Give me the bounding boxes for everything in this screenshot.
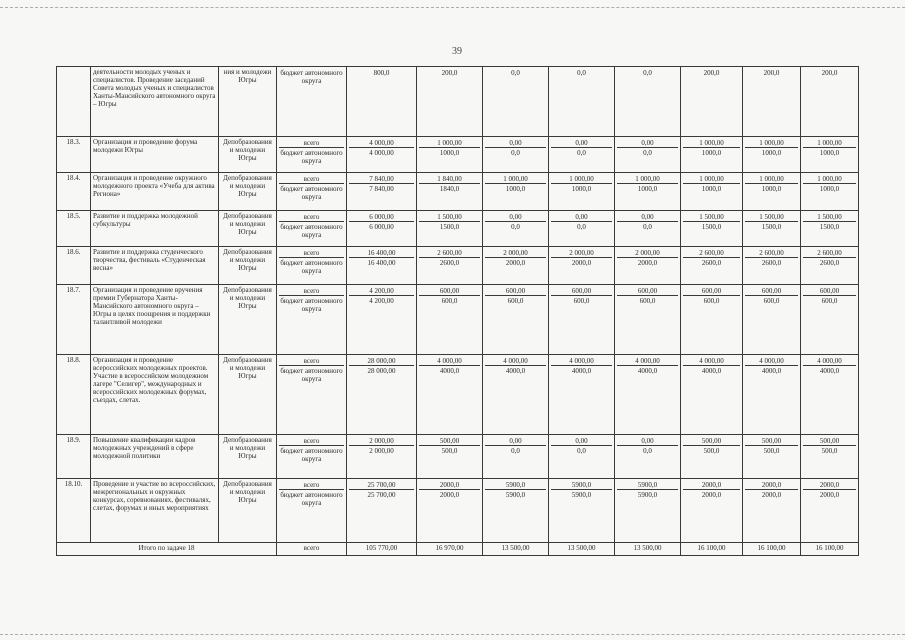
total-label: Итого по задаче 18 [57, 543, 277, 556]
amount-value: 2000,0 [637, 259, 658, 267]
amount-cell [801, 247, 859, 285]
amount-value: 4 000,00 [485, 356, 546, 366]
amount-value: 1000,0 [761, 149, 782, 157]
amount-cell [549, 137, 615, 173]
amount-value: 1500,0 [701, 223, 722, 231]
table-row [57, 67, 859, 137]
amount-value: 7 840,00 [369, 185, 394, 193]
executor-cell: Депобразования и молодежи Югры [219, 137, 277, 173]
amount-cell [615, 247, 681, 285]
item-name-cell: Организация и проведение форума молодежи Югры [91, 137, 219, 173]
amount-value: 5900,0 [637, 491, 658, 499]
amount-value: 600,00 [551, 286, 612, 296]
amount-cell [549, 211, 615, 247]
amount-value: 0,00 [551, 436, 612, 446]
amount-value: 500,00 [419, 436, 480, 446]
item-name-cell: деятельности молодых ученых и специалистов. Проведение заседаний Совета молодых ученых и специалистов Ханты-Мансийского автономного округа – Югры [91, 67, 219, 137]
amount-value: 2600,0 [761, 259, 782, 267]
amount-value: 0,00 [485, 212, 546, 222]
amount-value: 4 000,00 [745, 356, 798, 366]
amount-value: 1 000,00 [745, 174, 798, 184]
amount-value: 500,00 [683, 436, 740, 446]
executor-cell: Депобразования и молодежи Югры [219, 435, 277, 479]
amount-cell [417, 435, 483, 479]
amount-value: 4000,0 [761, 367, 782, 375]
amount-value: 16 400,00 [349, 248, 414, 258]
amount-cell [417, 67, 483, 137]
amount-cell [615, 479, 681, 543]
amount-cell [347, 137, 417, 173]
amount-value: 1000,0 [439, 149, 460, 157]
amount-value: 1 000,00 [803, 174, 856, 184]
amount-value: 0,0 [577, 223, 586, 231]
amount-value: 4000,0 [819, 367, 840, 375]
total-amount: 16 970,00 [417, 543, 483, 556]
amount-value: 0,00 [485, 138, 546, 148]
amount-value: 800,0 [373, 69, 390, 77]
item-number-cell: 18.9. [57, 435, 91, 479]
funding-source-line: всего [279, 356, 344, 366]
amount-value: 600,0 [573, 297, 590, 305]
item-name-cell: Организация и проведение окружного молодежного проекта «Учеба для актива Региона» [91, 173, 219, 211]
amount-value: 2000,0 [745, 480, 798, 490]
amount-value: 2 000,00 [369, 447, 394, 455]
amount-cell [417, 479, 483, 543]
amount-cell [483, 247, 549, 285]
amount-value: 1 000,00 [683, 174, 740, 184]
funding-source-line: бюджет автономного округа [280, 491, 343, 507]
total-amount: 105 770,00 [347, 543, 417, 556]
amount-value: 500,0 [763, 447, 780, 455]
amount-cell [417, 247, 483, 285]
amount-value: 5900,0 [505, 491, 526, 499]
amount-value: 28 000,00 [367, 367, 396, 375]
scan-edge-top [0, 7, 905, 8]
amount-value: 4 000,00 [617, 356, 678, 366]
amount-cell [801, 355, 859, 435]
amount-value: 2000,0 [419, 480, 480, 490]
amount-value: 1 840,00 [419, 174, 480, 184]
amount-value: 1500,0 [761, 223, 782, 231]
amount-value: 4000,0 [439, 367, 460, 375]
amount-cell [615, 285, 681, 355]
total-amount: 16 100,00 [681, 543, 743, 556]
amount-value: 4 000,00 [551, 356, 612, 366]
amount-value: 25 700,00 [367, 491, 396, 499]
amount-cell [681, 285, 743, 355]
amount-value: 0,0 [511, 447, 520, 455]
amount-cell [417, 355, 483, 435]
amount-cell [743, 137, 801, 173]
amount-value: 2000,0 [505, 259, 526, 267]
funding-source-cell [277, 67, 347, 137]
amount-value: 2000,0 [439, 491, 460, 499]
amount-cell [801, 479, 859, 543]
executor-cell: Депобразования и молодежи Югры [219, 285, 277, 355]
amount-value: 0,0 [643, 149, 652, 157]
amount-cell [681, 173, 743, 211]
amount-value: 600,0 [507, 297, 524, 305]
item-number-cell: 18.4. [57, 173, 91, 211]
amount-value: 600,00 [419, 286, 480, 296]
amount-value: 2 000,00 [349, 436, 414, 446]
funding-source-cell [277, 479, 347, 543]
amount-value: 0,0 [643, 69, 652, 77]
amount-value: 0,0 [511, 149, 520, 157]
funding-source-cell [277, 211, 347, 247]
amount-value: 4000,0 [571, 367, 592, 375]
item-name-cell: Развитие и поддержка молодежной субкультуры [91, 211, 219, 247]
amount-value: 1 500,00 [745, 212, 798, 222]
funding-source-line: бюджет автономного округа [280, 447, 343, 463]
amount-value: 600,0 [703, 297, 720, 305]
amount-value: 2 600,00 [745, 248, 798, 258]
amount-cell [681, 137, 743, 173]
page-number: 39 [452, 46, 462, 57]
item-number-cell: 18.3. [57, 137, 91, 173]
amount-value: 1000,0 [819, 149, 840, 157]
amount-value: 0,00 [551, 138, 612, 148]
amount-value: 2 600,00 [419, 248, 480, 258]
amount-value: 6 000,00 [349, 212, 414, 222]
amount-value: 500,00 [745, 436, 798, 446]
amount-value: 0,0 [511, 223, 520, 231]
amount-cell [549, 285, 615, 355]
funding-source-cell [277, 285, 347, 355]
amount-value: 0,0 [643, 447, 652, 455]
funding-source-cell [277, 137, 347, 173]
amount-cell [483, 285, 549, 355]
amount-value: 0,0 [577, 447, 586, 455]
item-number-cell: 18.5. [57, 211, 91, 247]
amount-value: 2000,0 [819, 491, 840, 499]
amount-value: 5900,0 [571, 491, 592, 499]
item-number-cell: 18.7. [57, 285, 91, 355]
amount-value: 600,00 [745, 286, 798, 296]
amount-cell [347, 435, 417, 479]
amount-value: 1 000,00 [617, 174, 678, 184]
table-row [57, 137, 859, 173]
table-row [57, 285, 859, 355]
amount-value: 2 000,00 [551, 248, 612, 258]
amount-cell [549, 435, 615, 479]
amount-value: 4 000,00 [369, 149, 394, 157]
amount-cell [615, 173, 681, 211]
amount-value: 0,0 [577, 69, 586, 77]
amount-value: 4 000,00 [683, 356, 740, 366]
amount-cell [615, 435, 681, 479]
funding-source-line: бюджет автономного округа [280, 69, 343, 85]
amount-value: 1840,0 [439, 185, 460, 193]
item-name-cell: Организация и проведение всероссийских молодежных проектов. Участие в всероссийском молодежном лагере "Селигер", международных и всероссийских молодежных форумах, съездах, слетах. [91, 355, 219, 435]
funding-source-line: бюджет автономного округа [280, 297, 343, 313]
item-name-cell: Проведение и участие во всероссийских, межрегиональных и окружных конкурсах, соревнованиях, фестивалях, слетах, форумах и иных мероприятиях [91, 479, 219, 543]
total-amount: 16 100,00 [743, 543, 801, 556]
amount-value: 28 000,00 [349, 356, 414, 366]
amount-value: 2000,0 [761, 491, 782, 499]
amount-cell [615, 137, 681, 173]
amount-value: 5900,0 [485, 480, 546, 490]
item-name-cell: Организация и проведение вручения премии Губернатора Ханты-Мансийского автономного округа – Югры в целях поощрения и поддержки талантливой молодежи [91, 285, 219, 355]
amount-cell [681, 479, 743, 543]
funding-source-cell [277, 247, 347, 285]
amount-value: 4 200,00 [369, 297, 394, 305]
item-number-cell: 18.6. [57, 247, 91, 285]
amount-value: 4 200,00 [349, 286, 414, 296]
funding-source-line: бюджет автономного округа [280, 259, 343, 275]
amount-cell [347, 173, 417, 211]
amount-value: 1000,0 [505, 185, 526, 193]
funding-source-line: всего [279, 286, 344, 296]
amount-value: 0,00 [617, 436, 678, 446]
amount-cell [347, 67, 417, 137]
executor-cell: Депобразования и молодежи Югры [219, 247, 277, 285]
amount-value: 0,0 [511, 69, 520, 77]
funding-source-line: бюджет автономного округа [280, 185, 343, 201]
amount-value: 600,0 [639, 297, 656, 305]
amount-value: 600,0 [441, 297, 458, 305]
amount-cell [483, 173, 549, 211]
item-number-cell: 18.8. [57, 355, 91, 435]
table-row [57, 211, 859, 247]
funding-source-line: всего [279, 174, 344, 184]
amount-cell [801, 67, 859, 137]
amount-value: 1500,0 [439, 223, 460, 231]
amount-value: 1 000,00 [803, 138, 856, 148]
amount-cell [549, 355, 615, 435]
amount-value: 0,0 [577, 149, 586, 157]
amount-value: 2 000,00 [485, 248, 546, 258]
amount-value: 4 000,00 [349, 138, 414, 148]
amount-value: 0,00 [485, 436, 546, 446]
amount-cell [347, 285, 417, 355]
amount-value: 2000,0 [683, 480, 740, 490]
amount-value: 1000,0 [637, 185, 658, 193]
funding-source-cell [277, 173, 347, 211]
amount-value: 1000,0 [761, 185, 782, 193]
amount-value: 4000,0 [701, 367, 722, 375]
amount-cell [417, 211, 483, 247]
amount-value: 1 000,00 [419, 138, 480, 148]
amount-value: 0,00 [551, 212, 612, 222]
amount-value: 4000,0 [505, 367, 526, 375]
table-row [57, 173, 859, 211]
funding-source-line: бюджет автономного округа [280, 149, 343, 165]
amount-value: 200,0 [703, 69, 720, 77]
funding-source-line: всего [279, 480, 344, 490]
amount-cell [615, 67, 681, 137]
amount-value: 1 000,00 [551, 174, 612, 184]
amount-cell [417, 285, 483, 355]
amount-cell [615, 211, 681, 247]
funding-source-cell [277, 435, 347, 479]
table-row [57, 435, 859, 479]
amount-cell [743, 67, 801, 137]
amount-value: 1 000,00 [745, 138, 798, 148]
item-name-cell: Развитие и поддержка студенческого творчества, фестиваль «Студенческая весна» [91, 247, 219, 285]
amount-value: 1 000,00 [683, 138, 740, 148]
amount-value: 0,00 [617, 138, 678, 148]
amount-value: 1000,0 [819, 185, 840, 193]
amount-value: 1000,0 [571, 185, 592, 193]
amount-value: 7 840,00 [349, 174, 414, 184]
amount-value: 1000,0 [701, 149, 722, 157]
amount-cell [681, 355, 743, 435]
amount-value: 600,00 [683, 286, 740, 296]
amount-cell [347, 247, 417, 285]
amount-cell [417, 173, 483, 211]
amount-value: 4 000,00 [419, 356, 480, 366]
amount-value: 6 000,00 [369, 223, 394, 231]
funding-source-line: всего [279, 436, 344, 446]
amount-value: 600,00 [485, 286, 546, 296]
amount-value: 2 600,00 [803, 248, 856, 258]
amount-value: 2600,0 [439, 259, 460, 267]
amount-cell [743, 479, 801, 543]
executor-cell: Депобразования и молодежи Югры [219, 211, 277, 247]
amount-cell [347, 479, 417, 543]
amount-cell [347, 355, 417, 435]
amount-value: 500,00 [803, 436, 856, 446]
funding-source-line: всего [279, 138, 344, 148]
amount-cell [549, 67, 615, 137]
amount-value: 1 500,00 [419, 212, 480, 222]
total-source: всего [277, 543, 347, 556]
amount-cell [743, 355, 801, 435]
amount-value: 0,00 [617, 212, 678, 222]
amount-value: 500,0 [821, 447, 838, 455]
amount-value: 600,0 [763, 297, 780, 305]
amount-cell [681, 67, 743, 137]
amount-value: 500,0 [441, 447, 458, 455]
table-row [57, 355, 859, 435]
amount-value: 25 700,00 [349, 480, 414, 490]
amount-value: 600,00 [803, 286, 856, 296]
executor-cell: Депобразования и молодежи Югры [219, 355, 277, 435]
amount-value: 0,0 [643, 223, 652, 231]
item-name-cell: Повышение квалификации кадров молодежных учреждений в сфере молодежной политики [91, 435, 219, 479]
total-amount: 16 100,00 [801, 543, 859, 556]
amount-cell [615, 355, 681, 435]
amount-value: 2000,0 [571, 259, 592, 267]
amount-cell [743, 173, 801, 211]
amount-value: 2000,0 [803, 480, 856, 490]
amount-cell [743, 435, 801, 479]
table-row [57, 247, 859, 285]
amount-value: 500,0 [703, 447, 720, 455]
amount-cell [681, 435, 743, 479]
amount-value: 600,00 [617, 286, 678, 296]
amount-cell [549, 247, 615, 285]
amount-cell [417, 137, 483, 173]
amount-cell [483, 137, 549, 173]
amount-cell [743, 211, 801, 247]
executor-cell: ния и молодежи Югры [219, 67, 277, 137]
amount-cell [743, 285, 801, 355]
amount-value: 5900,0 [551, 480, 612, 490]
amount-value: 2 600,00 [683, 248, 740, 258]
amount-cell [549, 479, 615, 543]
funding-source-line: всего [279, 212, 344, 222]
amount-value: 2000,0 [701, 491, 722, 499]
amount-cell [801, 285, 859, 355]
funding-source-cell [277, 355, 347, 435]
amount-cell [801, 173, 859, 211]
amount-value: 16 400,00 [367, 259, 396, 267]
amount-cell [549, 173, 615, 211]
amount-value: 2600,0 [819, 259, 840, 267]
amount-value: 1 500,00 [803, 212, 856, 222]
amount-cell [801, 435, 859, 479]
amount-value: 1 000,00 [485, 174, 546, 184]
amount-value: 1500,0 [819, 223, 840, 231]
executor-cell: Депобразования и молодежи Югры [219, 173, 277, 211]
table-row [57, 479, 859, 543]
total-amount: 13 500,00 [615, 543, 681, 556]
total-amount: 13 500,00 [549, 543, 615, 556]
amount-cell [483, 211, 549, 247]
funding-source-line: бюджет автономного округа [280, 223, 343, 239]
funding-source-line: бюджет автономного округа [280, 367, 343, 383]
amount-value: 600,0 [821, 297, 838, 305]
executor-cell: Депобразования и молодежи Югры [219, 479, 277, 543]
amount-cell [801, 211, 859, 247]
amount-value: 200,0 [441, 69, 458, 77]
budget-table [56, 66, 859, 556]
amount-value: 200,0 [763, 69, 780, 77]
scan-edge-bottom [0, 634, 905, 635]
amount-cell [681, 247, 743, 285]
total-amount: 13 500,00 [483, 543, 549, 556]
amount-value: 200,0 [821, 69, 838, 77]
amount-cell [483, 355, 549, 435]
amount-cell [681, 211, 743, 247]
item-number-cell [57, 67, 91, 137]
total-row [57, 543, 859, 556]
amount-value: 4000,0 [637, 367, 658, 375]
item-number-cell: 18.10. [57, 479, 91, 543]
amount-cell [347, 211, 417, 247]
amount-cell [483, 67, 549, 137]
amount-cell [801, 137, 859, 173]
amount-cell [483, 435, 549, 479]
amount-value: 1 500,00 [683, 212, 740, 222]
amount-cell [483, 479, 549, 543]
amount-value: 2 000,00 [617, 248, 678, 258]
funding-source-line: всего [279, 248, 344, 258]
amount-value: 4 000,00 [803, 356, 856, 366]
amount-value: 1000,0 [701, 185, 722, 193]
amount-value: 5900,0 [617, 480, 678, 490]
amount-value: 2600,0 [701, 259, 722, 267]
amount-cell [743, 247, 801, 285]
